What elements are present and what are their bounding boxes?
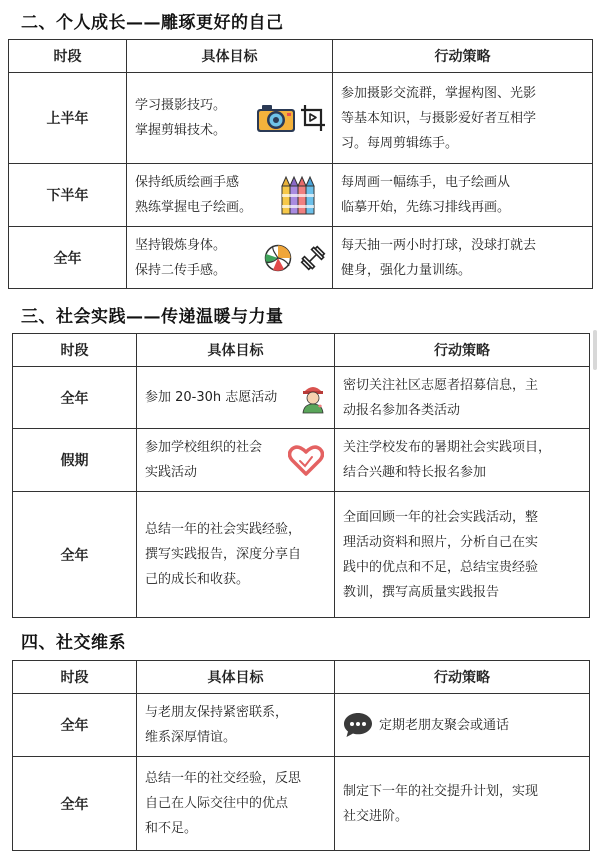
header-period: 时段: [9, 40, 127, 73]
table-row: [13, 367, 590, 429]
goal-line: 掌握剪辑技术。: [135, 123, 227, 138]
strategy-cell: [335, 757, 590, 851]
dumbbell-icon: [300, 245, 326, 271]
social-practice-table: [12, 333, 590, 618]
strategy-line: 动报名参加各类活动: [343, 402, 461, 418]
video-edit-icon: [300, 104, 326, 132]
goal-line: 己的成长和收获。: [145, 572, 250, 587]
goal-line: 学习摄影技巧。: [135, 98, 227, 113]
goal-line: 实践活动: [145, 465, 198, 480]
strategy-line: 社交进阶。: [343, 808, 409, 824]
camera-icon: [256, 103, 296, 133]
goal-line: 和不足。: [145, 821, 198, 836]
strategy-line: 结合兴趣和特长报名参加: [343, 465, 487, 480]
header-period: 时段: [13, 334, 137, 367]
period-cell: 全年: [13, 367, 137, 429]
period-cell: 全年: [13, 492, 137, 618]
period-cell: 全年: [9, 227, 127, 289]
table-row: [13, 429, 590, 492]
strategy-line: 定期老朋友聚会或通话: [379, 717, 510, 733]
strategy-cell: [335, 367, 590, 429]
table-row: [9, 73, 593, 164]
strategy-line: 健身，强化力量训练。: [341, 262, 472, 278]
goal-cell: [127, 227, 333, 289]
goal-line: 熟练掌握电子绘画。: [135, 200, 253, 215]
goal-line: 参加学校组织的社会: [145, 440, 263, 455]
strategy-line: 制定下一年的社交提升计划，实现: [343, 783, 539, 799]
strategy-line: 习。每周剪辑练手。: [341, 135, 459, 151]
crayons-icon: [280, 174, 316, 216]
section-title-social-practice: 三、社会实践——传递温暖与力量: [21, 307, 284, 327]
goal-cell: [137, 429, 335, 492]
strategy-line: 教训，撰写高质量实践报告: [343, 584, 500, 600]
header-goal: 具体目标: [137, 334, 335, 367]
heart-hands-icon: [288, 444, 324, 476]
goal-cell: [127, 164, 333, 227]
header-strategy: 行动策略: [333, 40, 593, 73]
goal-cell: [137, 492, 335, 618]
goal-line: 撰写实践报告，深度分享自: [145, 547, 302, 562]
growth-table: [8, 39, 593, 289]
scrollbar-thumb[interactable]: [593, 330, 597, 370]
strategy-cell: [335, 492, 590, 618]
header-strategy: 行动策略: [335, 661, 590, 694]
strategy-cell: [335, 429, 590, 492]
period-cell: 假期: [13, 429, 137, 492]
goal-line: 维系深厚情谊。: [145, 730, 237, 745]
table-row: [13, 492, 590, 618]
strategy-line: 践中的优点和不足，总结宝贵经验: [343, 559, 539, 575]
goal-line: 总结一年的社交经验，反思: [145, 771, 302, 786]
goal-cell: [137, 757, 335, 851]
header-strategy: 行动策略: [335, 334, 590, 367]
strategy-line: 参加摄影交流群，掌握构图、光影: [341, 85, 537, 101]
table-row: [9, 227, 593, 289]
section-title-growth: 二、个人成长——雕琢更好的自己: [21, 13, 284, 33]
strategy-cell: [333, 227, 593, 289]
goal-line: 保持二传手感。: [135, 262, 227, 278]
header-period: 时段: [13, 661, 137, 694]
goal-cell: [137, 694, 335, 757]
strategy-cell: [335, 694, 590, 757]
section-title-social-ties: 四、社交维系: [21, 633, 126, 653]
table-row: [13, 694, 590, 757]
header-goal: 具体目标: [137, 661, 335, 694]
strategy-line: 全面回顾一年的社会实践活动，整: [343, 509, 539, 525]
volunteer-icon: [300, 382, 326, 414]
goal-line: 保持纸质绘画手感: [135, 175, 240, 190]
table-header-row: [13, 661, 590, 694]
strategy-line: 临摹开始，先练习排线再画。: [341, 200, 511, 215]
strategy-cell: [333, 164, 593, 227]
goal-line: 自己在人际交往中的优点: [145, 796, 289, 811]
period-cell: 上半年: [9, 73, 127, 164]
goal-cell: [127, 73, 333, 164]
strategy-line: 关注学校发布的暑期社会实践项目，: [343, 440, 552, 455]
period-cell: 全年: [13, 757, 137, 851]
header-goal: 具体目标: [127, 40, 333, 73]
strategy-line: 理活动资料和照片，分析自己在实: [343, 534, 539, 550]
period-cell: 下半年: [9, 164, 127, 227]
strategy-line: 密切关注社区志愿者招募信息，主: [343, 377, 539, 393]
table-header-row: [13, 334, 590, 367]
period-cell: 全年: [13, 694, 137, 757]
strategy-line: 等基本知识，与摄影爱好者互相学: [341, 110, 537, 126]
goal-cell: [137, 367, 335, 429]
strategy-line: 每周画一幅练手，电子绘画从: [341, 175, 511, 190]
chat-bubble-icon: [343, 712, 373, 738]
goal-line: 参加 20-30h 志愿活动: [145, 390, 278, 405]
goal-line: 总结一年的社会实践经验，: [145, 522, 302, 537]
table-row: [13, 757, 590, 851]
table-row: [9, 164, 593, 227]
social-ties-table: [12, 660, 590, 851]
goal-line: 与老朋友保持紧密联系，: [145, 705, 289, 720]
table-header-row: [9, 40, 593, 73]
goal-line: 坚持锻炼身体。: [135, 237, 227, 253]
strategy-line: 每天抽一两小时打球，没球打就去: [341, 237, 537, 253]
volleyball-icon: [264, 244, 292, 272]
strategy-cell: [333, 73, 593, 164]
